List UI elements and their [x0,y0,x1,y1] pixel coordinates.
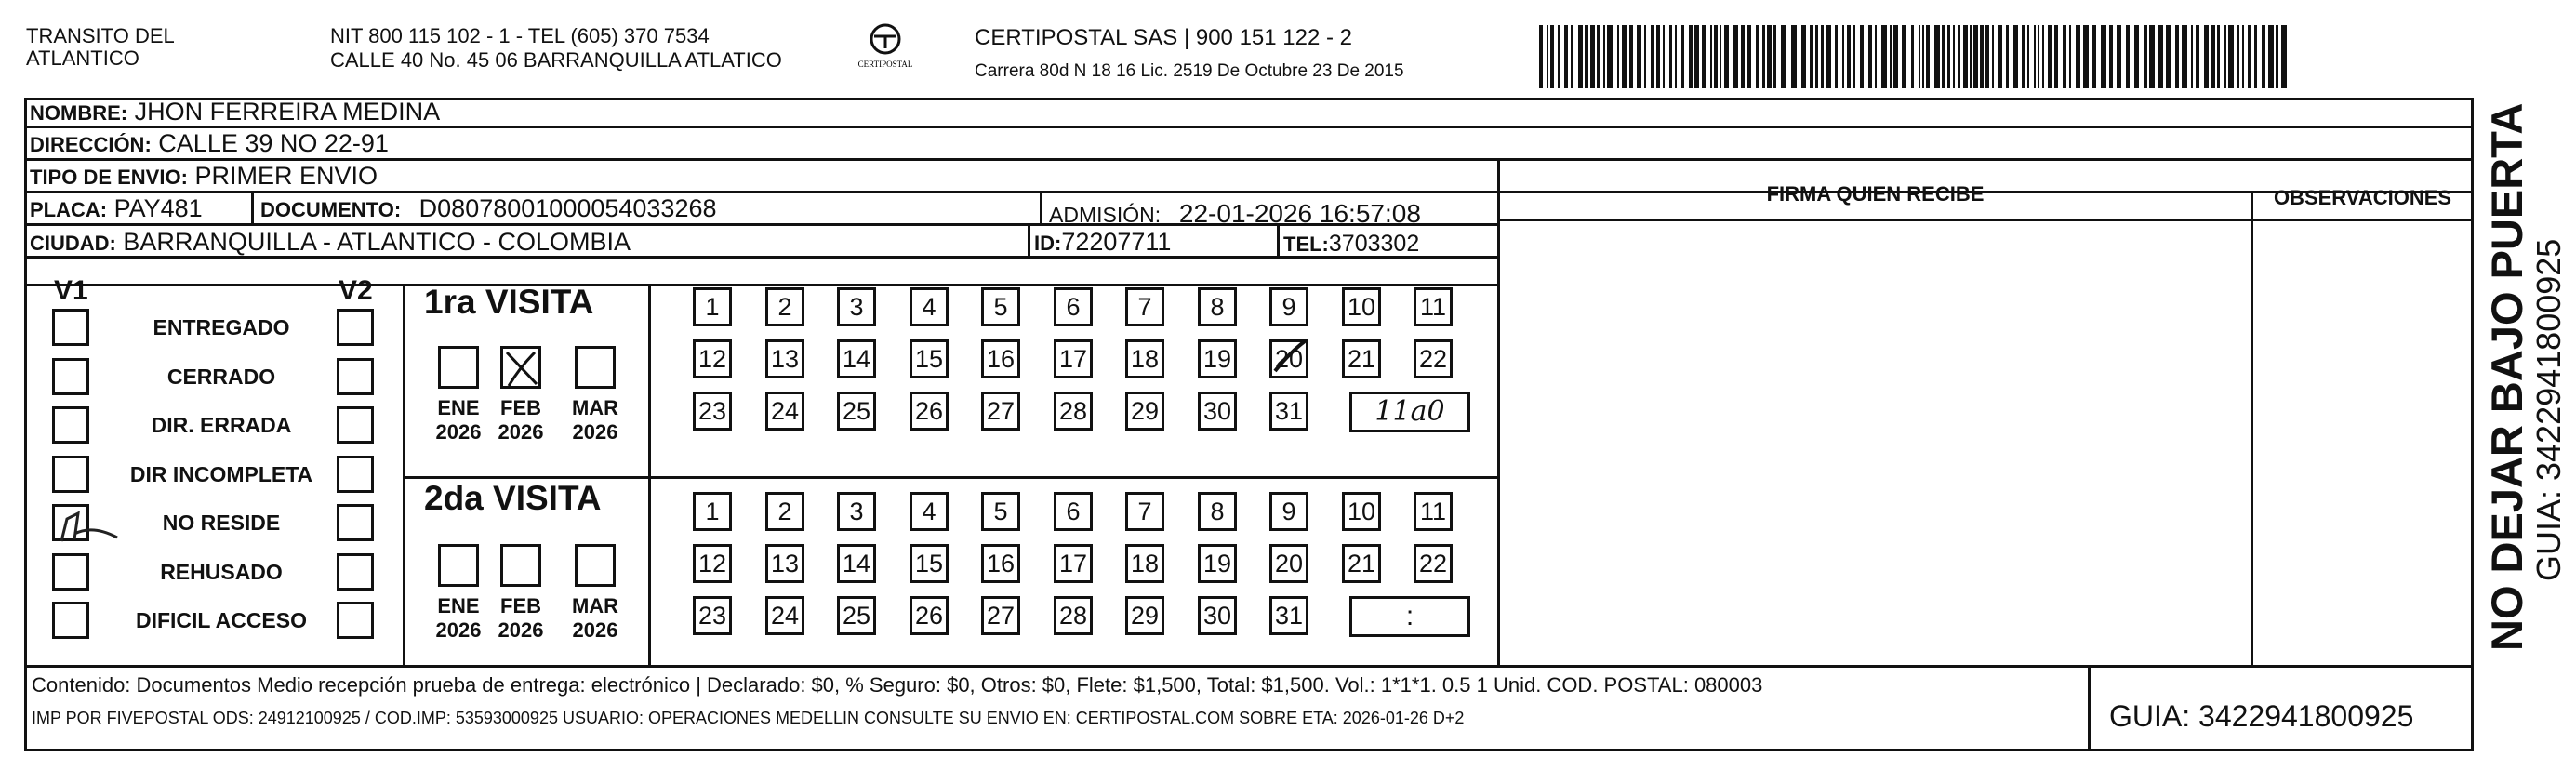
imp-line: IMP POR FIVEPOSTAL ODS: 24912100925 / COD.IMP: 53593000925 USUARIO: OPERACIONES MEDELLIN CONSULTE SU ENVIO EN: CERTIPOSTAL.COM SOBRE ETA: 2026-01-26 D+2 [32,709,1465,727]
barcode-bar [2117,25,2121,88]
barcode-bar [1911,25,1914,88]
status-reason-label: DIR INCOMPLETA [129,461,313,486]
barcode-bar [1733,25,1738,88]
barcode-bar [1998,25,2002,88]
side-guia: GUIA: 3422941800925 [2530,238,2568,581]
v1-checkbox[interactable] [52,602,89,639]
barcode-bar [1801,25,1806,88]
direccion-row [30,128,389,160]
barcode-bar [1547,25,1548,88]
id-row [1034,227,1171,259]
barcode-bar [1853,25,1855,88]
barcode-bar [2013,25,2018,88]
visit-time-box[interactable]: 11a0 [1349,392,1470,432]
barcode-bar [1550,25,1554,88]
day-29[interactable]: 29 [1125,392,1164,431]
day-13[interactable]: 13 [765,339,804,378]
company-address: Carrera 80d N 18 16 Lic. 2519 De Octubre 23 De 2015 [975,61,1404,81]
documento-label: DOCUMENTO: [260,198,402,221]
contenido-line: Contenido: Documentos Medio recepción prueba de entrega: electrónico | Declarado: $0, % Seguro: $0, Otros: $0, Flete: $1,500, Total: $1,500. Vol.: 1*1*1. 0.5 1 Unid. COD. POSTAL: 080003 [32,673,1763,697]
month-checkbox-ene[interactable] [438,346,479,389]
status-reason-label: DIFICIL ACCESO [135,608,307,632]
nombre-label: NOMBRE: [30,101,128,125]
day-8[interactable]: 8 [1198,287,1237,326]
day-16[interactable]: 16 [981,544,1020,583]
barcode-bar [1681,25,1684,88]
day-3[interactable]: 3 [837,492,876,531]
visit1-title: 1ra VISITA [424,283,594,321]
barcode-bar [1835,25,1838,88]
tipo-envio-row [30,161,378,192]
barcode-bar [1810,25,1813,88]
day-4[interactable]: 4 [910,287,949,326]
barcode-bar [2242,25,2244,88]
barcode-bar [1890,25,1892,88]
barcode-bar [1992,25,1994,88]
day-22[interactable]: 22 [1414,339,1453,378]
barcode-bar [1637,25,1641,88]
day-18[interactable]: 18 [1125,339,1164,378]
certipostal-logo [848,20,923,76]
v1-checkbox[interactable] [52,406,89,444]
tipo-envio-value: PRIMER ENVIO [194,162,378,190]
barcode-bar [2224,25,2226,88]
barcode-bar [2027,25,2029,88]
barcode-bar [2083,25,2089,88]
nombre-row [30,97,440,128]
barcode-bar [1791,25,1797,88]
barcode-bar [2149,25,2155,88]
barcode-bar [1694,25,1699,88]
barcode-bar [2158,25,2163,88]
barcode-bar [1675,25,1677,88]
barcode-bar [1942,25,1945,88]
admision-value: 22-01-2026 16:57:08 [1178,199,1421,228]
day-30[interactable]: 30 [1198,392,1237,431]
barcode-bar [2109,25,2113,88]
barcode-bar [1710,25,1712,88]
barcode-bar [2126,25,2130,88]
barcode-bar [2175,25,2179,88]
barcode-bar [2063,25,2066,88]
month-name: FEB [500,396,541,419]
month-year: 2026 [435,618,482,642]
barcode-bar [1985,25,1989,88]
barcode-bar [1826,25,1831,88]
firma-header: FIRMA QUIEN RECIBE [1766,182,1985,206]
day-11[interactable]: 11 [1414,287,1453,326]
v2-checkbox[interactable] [337,553,374,591]
barcode-bar [1953,25,1955,88]
barcode-bar [1714,25,1718,88]
ciudad-row [30,227,631,259]
day-16[interactable]: 16 [981,339,1020,378]
day-12[interactable]: 12 [693,544,732,583]
barcode-bar [1773,25,1776,88]
handwritten-check-mark [50,497,125,552]
barcode-bar [1585,25,1588,88]
barcode-bar [2101,25,2106,88]
barcode-bar [1724,25,1729,88]
v1-checkbox[interactable] [52,553,89,591]
barcode-bar [2038,25,2039,88]
day-10[interactable]: 10 [1342,287,1381,326]
day-23[interactable]: 23 [693,392,732,431]
day-24[interactable]: 24 [765,392,804,431]
barcode-bar [2281,25,2287,88]
barcode-bar [1893,25,1898,88]
day-7[interactable]: 7 [1125,492,1164,531]
barcode-bar [1663,25,1665,88]
status-reason-label: ENTREGADO [153,315,290,339]
barcode-bar [1702,25,1706,88]
barcode-bar [1958,25,1960,88]
month-year: 2026 [435,420,482,444]
day-20[interactable]: 20 [1269,544,1308,583]
month-name: ENE [437,396,480,419]
status-reason-label: NO RESIDE [162,511,281,535]
barcode-bar [2042,25,2044,88]
logo-text: CERTIPOSTAL [857,60,913,69]
barcode-bar [2254,25,2257,88]
day-23[interactable]: 23 [693,596,732,635]
day-28[interactable]: 28 [1054,392,1093,431]
barcode-bar [1963,25,1968,88]
month-checkbox-ene[interactable] [438,544,479,587]
day-17[interactable]: 17 [1054,544,1093,583]
barcode-bar [2228,25,2234,88]
barcode-bar [1617,25,1619,88]
barcode-bar [2196,25,2199,88]
day-6[interactable]: 6 [1054,287,1093,326]
placa-row [30,193,203,225]
barcode-bar [1629,25,1633,88]
status-reason-label: REHUSADO [160,559,283,584]
barcode-bar [1762,25,1765,88]
barcode-bar [1821,25,1824,88]
barcode-bar [2248,25,2251,88]
barcode-bar [2048,25,2052,88]
day-19[interactable]: 19 [1198,339,1237,378]
barcode-bar [2034,25,2036,88]
barcode-bar [2217,25,2220,88]
footer-guia: GUIA: 3422941800925 [2109,699,2414,733]
barcode-bar [2054,25,2058,88]
month-name: ENE [437,594,480,617]
month-name: MAR [571,396,619,419]
barcode-bar [1815,25,1818,88]
barcode-bar [1741,25,1745,88]
barcode-bar [1651,25,1654,88]
barcode-bar [1926,25,1930,88]
day-31[interactable]: 31 [1269,392,1308,431]
day-6[interactable]: 6 [1054,492,1093,531]
barcode-bar [1689,25,1693,88]
day-1[interactable]: 1 [693,492,732,531]
barcode-bar [1603,25,1605,88]
barcode-bar [1934,25,1940,88]
barcode-bar [2076,25,2080,88]
barcode-bar [1669,25,1672,88]
day-10[interactable]: 10 [1342,492,1381,531]
month-year: 2026 [572,420,618,444]
day-20[interactable]: 20 [1269,339,1308,378]
v1-checkbox[interactable] [52,456,89,493]
v2-checkbox[interactable] [337,358,374,395]
v2-checkbox[interactable] [337,504,374,541]
month-year: 2026 [498,618,544,642]
barcode-bar [2069,25,2071,88]
barcode-bar [1571,25,1573,88]
barcode-bar [1868,25,1872,88]
id-value: 72207711 [1061,228,1172,256]
barcode-bar [2262,25,2265,88]
nit-line: NIT 800 115 102 - 1 - TEL (605) 370 7534 [330,24,710,47]
documento-value: D08078001000054033268 [418,194,717,222]
month-checkbox-mar[interactable] [575,544,616,587]
day-4[interactable]: 4 [910,492,949,531]
day-13[interactable]: 13 [765,544,804,583]
day-25[interactable]: 25 [837,392,876,431]
barcode-bar [2191,25,2193,88]
barcode-bar [1842,25,1844,88]
day-15[interactable]: 15 [910,544,949,583]
barcode-bar [2182,25,2187,88]
barcode-bar [1756,25,1759,88]
id-label: ID: [1034,232,1062,255]
tel-label: TEL: [1283,232,1329,256]
barcode-bar [1860,25,1864,88]
ciudad-value: BARRANQUILLA - ATLANTICO - COLOMBIA [123,228,631,256]
barcode-bar [1902,25,1906,88]
barcode-bar [2204,25,2209,88]
tel-row [1283,229,1419,259]
barcode-bar [2166,25,2171,88]
day-8[interactable]: 8 [1198,492,1237,531]
day-9[interactable]: 9 [1269,492,1308,531]
barcode-bar [1622,25,1627,88]
barcode-bar [1590,25,1595,88]
org-name-line2: ATLANTICO [26,46,139,70]
visit2-title: 2da VISITA [424,479,602,517]
day-3[interactable]: 3 [837,287,876,326]
barcode-bar [2092,25,2096,88]
status-reason-label: CERRADO [166,364,276,389]
month-checkbox-feb[interactable] [500,346,541,389]
day-1[interactable]: 1 [693,287,732,326]
barcode-bar [2276,25,2278,88]
month-checkbox-feb[interactable] [500,544,541,587]
tel-value: 3703302 [1328,231,1420,257]
day-26[interactable]: 26 [910,392,949,431]
admision-row [1049,199,1421,230]
v2-header: V2 [339,275,373,306]
day-26[interactable]: 26 [910,596,949,635]
barcode-bar [1847,25,1851,88]
day-24[interactable]: 24 [765,596,804,635]
address-line: CALLE 40 No. 45 06 BARRANQUILLA ATLATICO [330,48,782,72]
barcode-bar [1881,25,1887,88]
barcode-bar [1558,25,1560,88]
day-9[interactable]: 9 [1269,287,1308,326]
barcode-bar [2268,25,2274,88]
day-27[interactable]: 27 [981,392,1020,431]
barcode-bar [1973,25,1978,88]
placa-label: PLACA: [30,198,108,221]
day-25[interactable]: 25 [837,596,876,635]
day-2[interactable]: 2 [765,287,804,326]
day-2[interactable]: 2 [765,492,804,531]
barcode-bar [1922,25,1924,88]
visit-time-box[interactable]: : [1349,596,1470,637]
barcode-bar [1720,25,1721,88]
barcode-bar [1970,25,1972,88]
status-reason-label: DIR. ERRADA [151,413,292,437]
barcode-bar [1980,25,1984,88]
month-year: 2026 [498,420,544,444]
company-line: CERTIPOSTAL SAS | 900 151 122 - 2 [975,25,1352,50]
barcode-bar [2144,25,2147,88]
no-dejar-bajo-puerta: NO DEJAR BAJO PUERTA [2482,102,2531,651]
documento-row [260,193,717,225]
day-17[interactable]: 17 [1054,339,1093,378]
barcode-bar [1578,25,1583,88]
day-22[interactable]: 22 [1414,544,1453,583]
barcode-bar [2237,25,2239,88]
barcode-bar [1597,25,1600,88]
day-28[interactable]: 28 [1054,596,1093,635]
nombre-value: JHON FERREIRA MEDINA [134,98,441,126]
direccion-value: CALLE 39 NO 22-91 [158,129,389,157]
day-7[interactable]: 7 [1125,287,1164,326]
barcode-bar [2211,25,2215,88]
barcode-bar [1644,25,1646,88]
day-5[interactable]: 5 [981,287,1020,326]
admision-label: ADMISIÓN: [1049,203,1162,227]
day-30[interactable]: 30 [1198,596,1237,635]
barcode-bar [1607,25,1613,88]
day-5[interactable]: 5 [981,492,1020,531]
logo-mark-icon [848,20,923,76]
barcode-bar [2006,25,2009,88]
day-18[interactable]: 18 [1125,544,1164,583]
tipo-envio-label: TIPO DE ENVIO: [30,166,188,189]
placa-value: PAY481 [113,194,203,222]
day-19[interactable]: 19 [1198,544,1237,583]
barcode-bar [1767,25,1772,88]
org-name-line1: TRANSITO DEL [26,24,175,47]
barcode-bar [2134,25,2139,88]
month-name: MAR [571,594,619,617]
day-21[interactable]: 21 [1342,339,1381,378]
v2-checkbox[interactable] [337,406,374,444]
direccion-label: DIRECCIÓN: [30,133,152,156]
day-15[interactable]: 15 [910,339,949,378]
barcode-bar [1747,25,1751,88]
v2-checkbox[interactable] [337,456,374,493]
day-31[interactable]: 31 [1269,596,1308,635]
v1-checkbox[interactable] [52,358,89,395]
day-14[interactable]: 14 [837,544,876,583]
day-27[interactable]: 27 [981,596,1020,635]
barcode-bar [1947,25,1950,88]
v2-checkbox[interactable] [337,602,374,639]
v1-checkbox[interactable] [52,309,89,346]
barcode-bar [1875,25,1877,88]
day-11[interactable]: 11 [1414,492,1453,531]
month-name: FEB [500,594,541,617]
barcode-bar [1656,25,1660,88]
observaciones-header: OBSERVACIONES [2273,186,2452,209]
day-12[interactable]: 12 [693,339,732,378]
barcode-bar [1564,25,1568,88]
month-year: 2026 [572,618,618,642]
barcode-bar [1781,25,1786,88]
barcode [1539,25,2292,88]
day-14[interactable]: 14 [837,339,876,378]
month-checkbox-mar[interactable] [575,346,616,389]
v1-header: V1 [54,275,88,306]
barcode-bar [1919,25,1920,88]
barcode-bar [1539,25,1543,88]
ciudad-label: CIUDAD: [30,232,116,255]
v2-checkbox[interactable] [337,309,374,346]
day-29[interactable]: 29 [1125,596,1164,635]
barcode-bar [2022,25,2025,88]
day-21[interactable]: 21 [1342,544,1381,583]
